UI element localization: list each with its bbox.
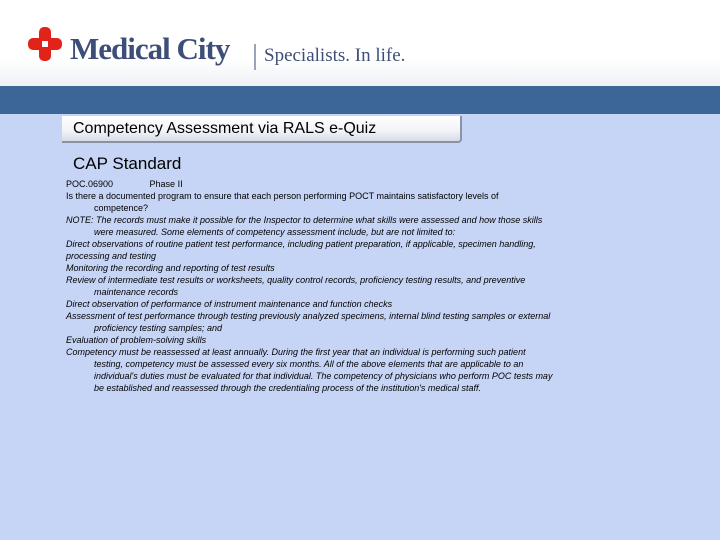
- element-item-1b: processing and testing: [66, 251, 157, 261]
- element-item-1a: Direct observations of routine patient test performance, including patient preparation, if applicable, specimen handling,: [66, 239, 536, 249]
- logo-divider: [254, 44, 256, 70]
- standard-code: POC.06900: [66, 179, 114, 189]
- question-line-1: Is there a documented program to ensure that each person performing POCT maintains satisfactory levels of: [66, 191, 499, 201]
- slide-subtitle: CAP Standard: [73, 154, 182, 173]
- note-line-1: NOTE: The records must make it possible for the Inspector to determine what skills were assessed and how those skills: [66, 215, 543, 225]
- note-line-2: were measured. Some elements of competency assessment include, but are not limited to:: [94, 227, 456, 237]
- header: [0, 0, 720, 86]
- element-item-3b: maintenance records: [94, 287, 179, 297]
- closing-line-4: be established and reassessed through the credentialing process of the institution's medical staff.: [94, 383, 481, 393]
- brand-tagline: Specialists. In life.: [264, 45, 406, 66]
- element-item-5b: proficiency testing samples; and: [94, 323, 223, 333]
- closing-line-2: testing, competency must be assessed every six months. All of the above elements that are applicable to an: [94, 359, 524, 369]
- standard-text: [66, 178, 626, 394]
- slide-title-bar: [62, 116, 462, 143]
- element-item-6: Evaluation of problem-solving skills: [66, 335, 207, 345]
- red-cross-icon: [28, 27, 62, 61]
- element-item-5a: Assessment of test performance through testing previously analyzed specimens, internal blind testing samples or external: [66, 311, 551, 321]
- question-line-2: competence?: [94, 203, 149, 213]
- element-item-4: Direct observation of performance of instrument maintenance and function checks: [66, 299, 393, 309]
- closing-line-1: Competency must be reassessed at least annually. During the first year that an individual is performing such patient: [66, 347, 526, 357]
- slide-title: Competency Assessment via RALS e-Quiz: [73, 120, 377, 137]
- element-item-2: Monitoring the recording and reporting of test results: [66, 263, 275, 273]
- element-item-3a: Review of intermediate test results or worksheets, quality control records, proficiency testing results, and preventive: [66, 275, 526, 285]
- standard-phase: Phase II: [149, 179, 183, 189]
- closing-line-3: individual's duties must be evaluated for that individual. The competency of physicians who perform POC tests may: [94, 371, 553, 381]
- header-band: [0, 86, 720, 114]
- code-line: [66, 178, 626, 190]
- brand-name: Medical City: [70, 31, 230, 66]
